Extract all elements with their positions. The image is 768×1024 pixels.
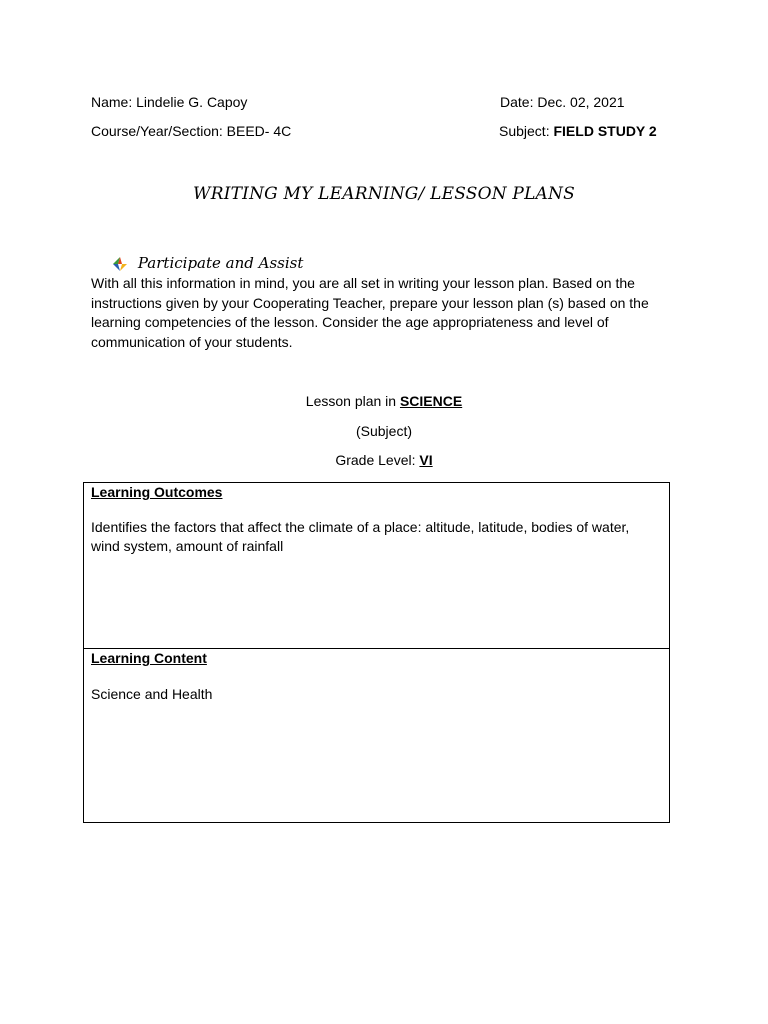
page-title: WRITING MY LEARNING/ LESSON PLANS (193, 184, 575, 204)
lesson-plan-line (0, 393, 768, 409)
learning-outcomes-heading: Learning Outcomes (91, 484, 223, 500)
learning-content-heading: Learning Content (91, 650, 207, 666)
learning-outcomes-box (83, 482, 670, 649)
grade-level-line (0, 452, 768, 468)
subject-caption: (Subject) (355, 423, 413, 439)
instructions-paragraph: With all this information in mind, you are all set in writing your lesson plan. Based on the instructions given by your Cooperating Teacher, prepare your lesson plan (s) based on the learning competencies of the lesson. Consider the age appropriateness and level of communication of your students. (91, 275, 649, 350)
section-header (112, 254, 303, 272)
course-field: Course/Year/Section: BEED- 4C (91, 123, 292, 139)
learning-content-box (83, 648, 670, 823)
grade-level-prefix: Grade Level: (335, 452, 420, 468)
lesson-plan-subject: SCIENCE (399, 393, 463, 409)
learning-content-text: Science and Health (91, 686, 213, 702)
section-heading: Participate and Assist (137, 254, 304, 272)
lesson-plan-prefix: Lesson plan in (305, 393, 400, 409)
learning-outcomes-text: Identifies the factors that affect the climate of a place: altitude, latitude, bodies of water, wind system, amount of rainfall (91, 519, 630, 554)
name-field: Name: Lindelie G. Capoy (91, 94, 248, 110)
date-field: Date: Dec. 02, 2021 (500, 94, 625, 110)
four-color-pointer-icon (112, 256, 128, 272)
grade-level-value: VI (419, 452, 433, 468)
subject-field (499, 123, 657, 139)
subject-value: FIELD STUDY 2 (553, 123, 657, 139)
subject-label: Subject: (499, 123, 554, 139)
